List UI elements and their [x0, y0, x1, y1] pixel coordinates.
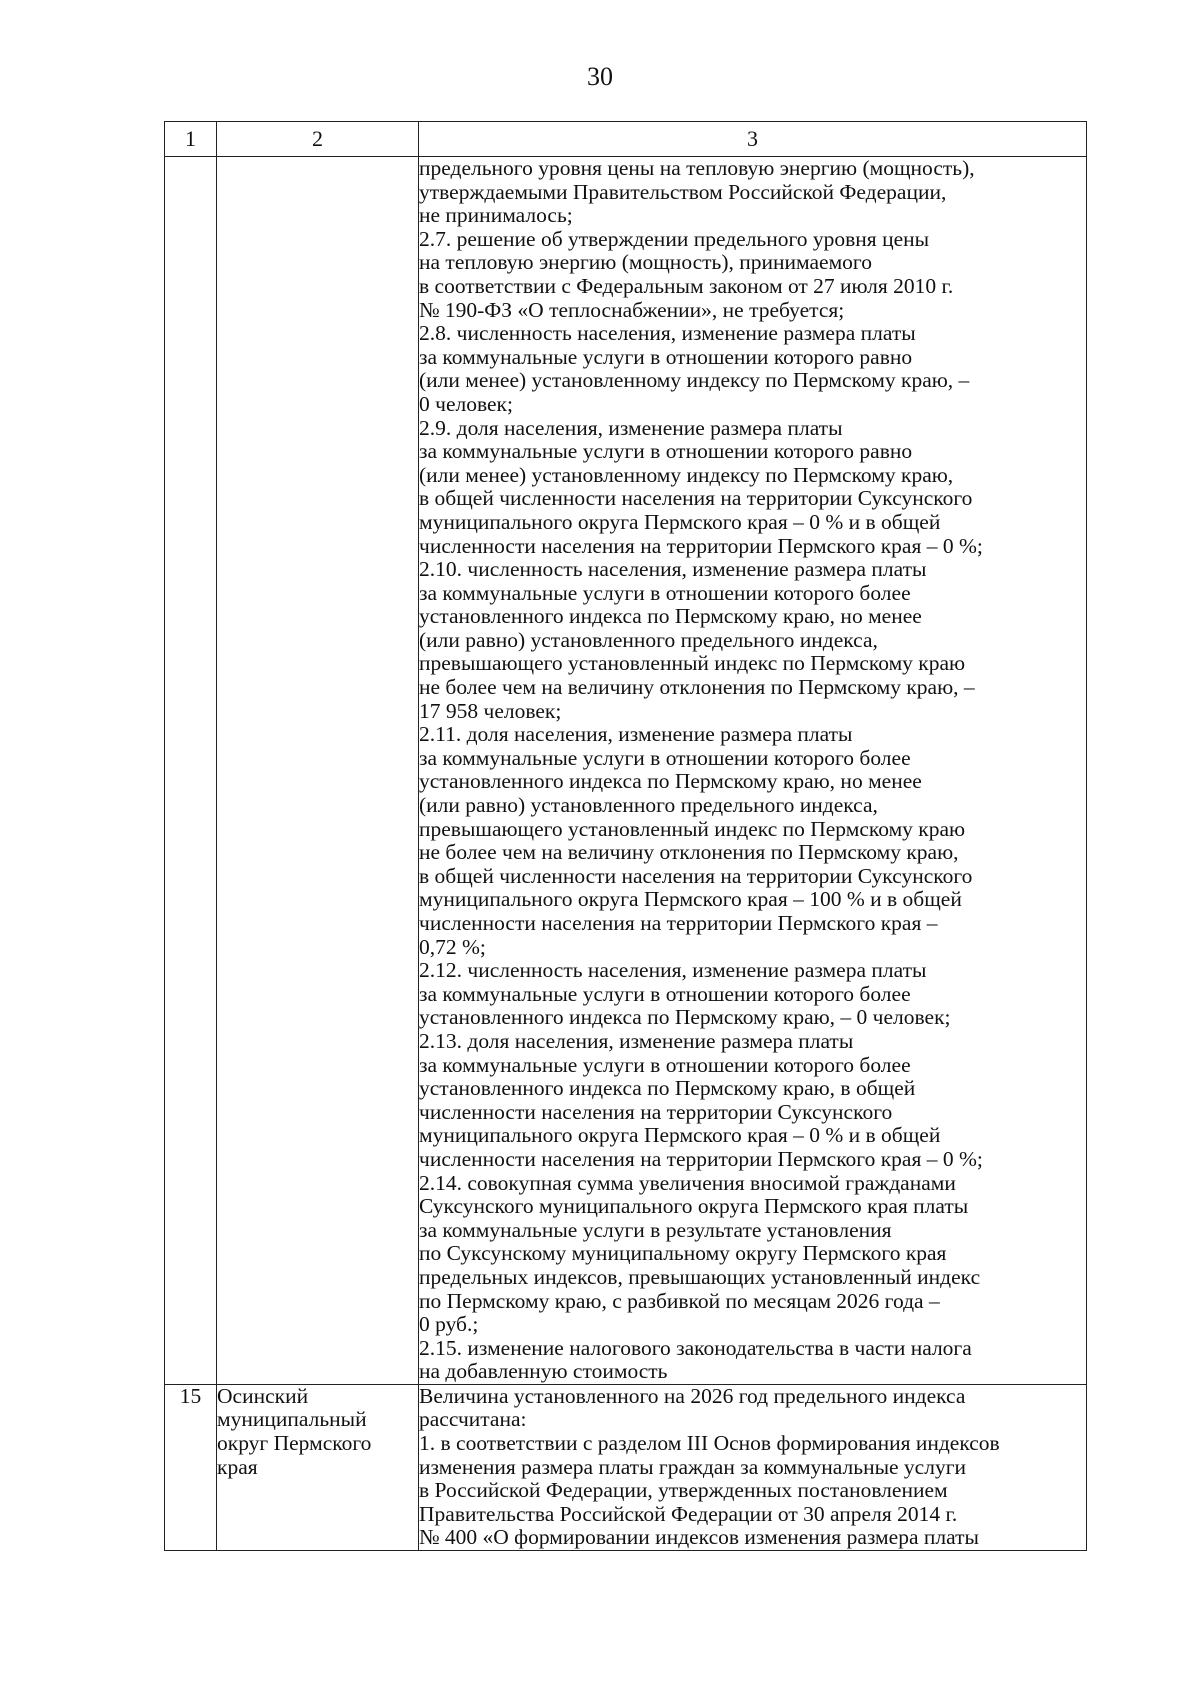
text-line: численности населения на территории Суксунского	[419, 1099, 893, 1124]
text-line: 2.9. доля населения, изменение размера платы	[419, 415, 843, 440]
text-line: в соответствии с Федеральным законом от 27 июля 2010 г.	[419, 273, 954, 298]
table-row-continuation	[165, 157, 1087, 1385]
text-line: 0 руб.;	[419, 1312, 479, 1337]
text-line: предельных индексов, превышающих установленный индекс	[419, 1264, 981, 1289]
text-line: 1. в соответствии с разделом III Основ формирования индексов	[419, 1431, 1000, 1456]
text-line: 0,72 %;	[419, 934, 486, 959]
text-line: превышающего установленный индекс по Пермскому краю	[419, 816, 966, 841]
text-line: за коммунальные услуги в отношении которого более	[419, 745, 911, 770]
text-line: 17 958 человек;	[419, 698, 562, 723]
text-line: на добавленную стоимость	[419, 1359, 668, 1384]
column-header-1: 1	[165, 122, 217, 157]
municipality-cell-empty	[217, 157, 419, 1385]
text-line: муниципального округа Пермского края – 0 % и в общей	[419, 1123, 941, 1148]
text-line: за коммунальные услуги в отношении которого более	[419, 981, 911, 1006]
text-line: в общей численности населения на территории Суксунского	[419, 863, 973, 888]
text-line: 0 человек;	[419, 391, 513, 416]
municipality-cell	[217, 1384, 419, 1550]
text-line: численности населения на территории Пермского края – 0 %;	[419, 533, 983, 558]
text-line: 2.12. численность населения, изменение размера платы	[419, 958, 927, 983]
column-header-3: 3	[419, 122, 1087, 157]
text-line: утверждаемыми Правительством Российской Федерации,	[419, 179, 947, 204]
text-line: Правительства Российской Федерации от 30 апреля 2014 г.	[419, 1501, 958, 1526]
text-line: 2.13. доля населения, изменение размера платы	[419, 1028, 854, 1053]
text-line: на тепловую энергию (мощность), принимаемого	[419, 250, 872, 275]
indices-table	[164, 121, 1087, 1551]
description-text	[419, 1385, 1086, 1550]
text-line: превышающего установленный индекс по Пермскому краю	[419, 651, 966, 676]
text-line: за коммунальные услуги в результате установления	[419, 1217, 892, 1242]
text-line: (или равно) установленного предельного индекса,	[419, 627, 878, 652]
text-line: установленного индекса по Пермскому краю, но менее	[419, 769, 922, 794]
text-line: установленного индекса по Пермскому краю, в общей	[419, 1076, 916, 1101]
text-line: за коммунальные услуги в отношении которого равно	[419, 344, 913, 369]
row-number-cell: 15	[165, 1384, 217, 1550]
text-line: не более чем на величину отклонения по Пермскому краю,	[419, 840, 959, 865]
text-line: по Суксунскому муниципальному округу Пермского края	[419, 1241, 947, 1266]
text-line: муниципального округа Пермского края – 100 % и в общей	[419, 887, 962, 912]
text-line: 2.7. решение об утверждении предельного уровня цены	[419, 226, 930, 251]
text-line: в общей численности населения на территории Суксунского	[419, 486, 973, 511]
text-line: муниципальный	[217, 1407, 367, 1432]
municipality-name	[217, 1385, 418, 1479]
text-line: не принималось;	[419, 203, 573, 228]
text-line: численности населения на территории Пермского края – 0 %;	[419, 1146, 983, 1171]
column-header-2: 2	[217, 122, 419, 157]
text-line: № 400 «О формировании индексов изменения размера платы	[419, 1525, 979, 1550]
page-number: 30	[587, 62, 613, 91]
text-line: 2.8. численность населения, изменение размера платы	[419, 321, 916, 346]
text-line: изменения размера платы граждан за коммунальные услуги	[419, 1454, 967, 1479]
table-header-row	[165, 122, 1087, 157]
text-line: (или равно) установленного предельного индекса,	[419, 793, 878, 818]
text-line: Суксунского муниципального округа Пермского края платы	[419, 1194, 969, 1219]
description-cell	[419, 1384, 1087, 1550]
text-line: 2.15. изменение налогового законодательства в части налога	[419, 1335, 972, 1360]
text-line: 2.10. численность населения, изменение размера платы	[419, 557, 927, 582]
text-line: округ Пермского	[217, 1431, 372, 1456]
text-line: установленного индекса по Пермскому краю, – 0 человек;	[419, 1005, 951, 1030]
text-line: Величина установленного на 2026 год предельного индекса	[419, 1383, 966, 1408]
text-line: муниципального округа Пермского края – 0 % и в общей	[419, 509, 941, 534]
text-line: края	[217, 1454, 258, 1479]
text-line: установленного индекса по Пермскому краю, но менее	[419, 604, 922, 629]
text-line: численности населения на территории Пермского края –	[419, 911, 938, 935]
description-text	[419, 157, 1086, 1384]
text-line: за коммунальные услуги в отношении которого равно	[419, 439, 913, 464]
text-line: № 190-ФЗ «О теплоснабжении», не требуется;	[419, 297, 845, 322]
text-line: Осинский	[217, 1383, 309, 1408]
text-line: не более чем на величину отклонения по Пермскому краю, –	[419, 675, 975, 700]
text-line: 2.11. доля населения, изменение размера платы	[419, 722, 853, 747]
row-number-cell-empty	[165, 157, 217, 1385]
text-line: (или менее) установленному индексу по Пермскому краю,	[419, 462, 954, 487]
text-line: за коммунальные услуги в отношении которого более	[419, 1052, 911, 1077]
text-line: по Пермскому краю, с разбивкой по месяцам 2026 года –	[419, 1288, 940, 1313]
text-line: рассчитана:	[419, 1407, 527, 1432]
table-row-15	[165, 1384, 1087, 1550]
text-line: предельного уровня цены на тепловую энергию (мощность),	[419, 156, 975, 180]
text-line: 2.14. совокупная сумма увеличения вносимой гражданами	[419, 1170, 956, 1195]
text-line: (или менее) установленному индексу по Пермскому краю, –	[419, 368, 970, 393]
text-line: в Российской Федерации, утвержденных постановлением	[419, 1478, 948, 1503]
text-line: за коммунальные услуги в отношении которого более	[419, 580, 911, 605]
description-cell	[419, 157, 1087, 1385]
